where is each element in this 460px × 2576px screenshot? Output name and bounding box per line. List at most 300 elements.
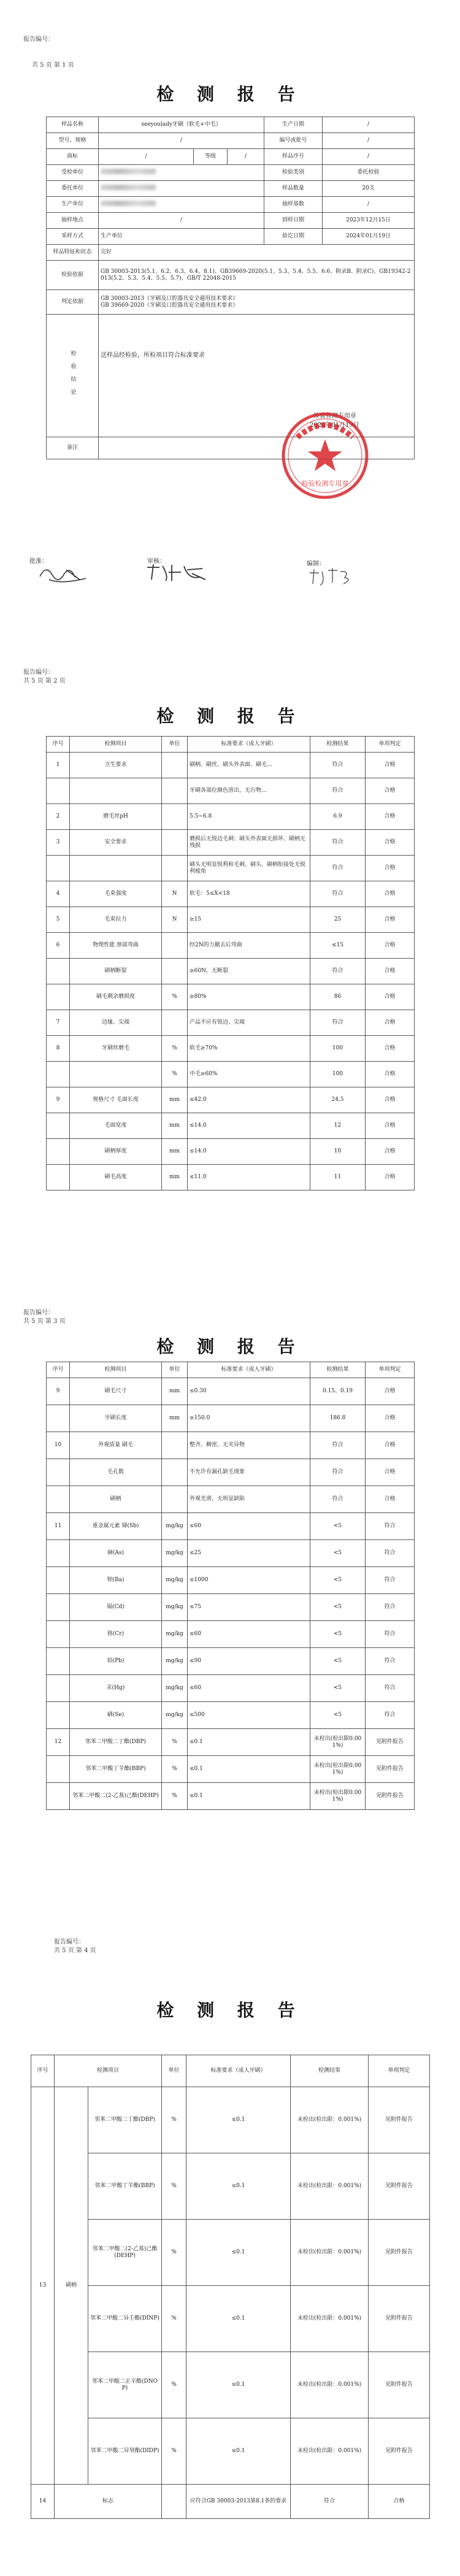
item-name — [70, 856, 162, 881]
result: <5 — [310, 1513, 366, 1540]
verdict: 见附件报告 — [369, 2220, 430, 2286]
result: 10 — [310, 1139, 366, 1165]
result: ≤15 — [310, 933, 366, 959]
requirement: 外观光滑，无明显缺陷 — [188, 1486, 310, 1513]
result: <5 — [310, 1648, 366, 1675]
item-name: 规格尺寸 毛面长度 — [70, 1087, 162, 1113]
item-name: 汞(Hg) — [70, 1675, 162, 1702]
unit: mm — [162, 1378, 188, 1405]
requirement: ≥15 — [188, 907, 310, 933]
maker-label: 编制： — [307, 561, 325, 567]
item-name: 刷柄 — [70, 1486, 162, 1513]
row-number — [47, 984, 70, 1010]
requirement: 刷头无明显锐利和毛刺、刷头、刷柄衔接处无锐利棱角 — [188, 856, 310, 881]
requirement: 软毛≥70% — [188, 1036, 310, 1062]
unit: % — [162, 1756, 188, 1783]
table-row — [47, 856, 415, 881]
verdict: 见附件报告 — [369, 2153, 430, 2220]
result: 未检出(检出限：0.001%) — [291, 2220, 369, 2286]
item-name: 卫生要求 — [70, 753, 162, 778]
table-row — [47, 1675, 415, 1702]
seal-text: 检验检测专用章 — [301, 480, 349, 488]
approver-label: 批准： — [29, 558, 48, 565]
table-row — [47, 933, 415, 959]
verdict: 见附件报告 — [369, 2418, 430, 2485]
requirement: ≤0.1 — [186, 2418, 291, 2485]
table-row — [47, 1513, 415, 1540]
verdict: 合格 — [366, 830, 415, 856]
requirement: ≤25 — [188, 1540, 310, 1567]
table-row — [31, 2220, 430, 2286]
result: 86 — [310, 984, 366, 1010]
column-header: 检测结果 — [310, 1362, 366, 1378]
requirement: 5.5~6.8 — [188, 804, 310, 830]
item-name: 钡(Ba) — [70, 1567, 162, 1594]
unit: N — [162, 881, 188, 907]
requirement: ≤11.0 — [188, 1165, 310, 1190]
table-row — [47, 1165, 415, 1190]
row-number — [47, 1113, 70, 1139]
verdict: 合格 — [366, 778, 415, 804]
verdict: 符合 — [366, 1540, 415, 1567]
item-name: 邻苯二甲酸二(2-乙基)己酯(DEHP) — [88, 2220, 162, 2286]
unit — [162, 1432, 188, 1459]
column-header: 检测项目 — [70, 1362, 162, 1378]
requirement: ≤60 — [188, 1621, 310, 1648]
row-number — [47, 1648, 70, 1675]
table-row — [47, 1486, 415, 1513]
row-number: 12 — [47, 1729, 70, 1756]
row-number — [47, 1756, 70, 1783]
result: <5 — [310, 1540, 366, 1567]
table-row — [47, 1729, 415, 1756]
unit — [162, 778, 188, 804]
row-number — [47, 778, 70, 804]
unit: % — [162, 2153, 186, 2220]
unit: mm — [162, 1165, 188, 1190]
table-row — [47, 1432, 415, 1459]
column-header: 标准要求（成人牙刷） — [186, 2055, 291, 2087]
unit: % — [162, 1062, 188, 1087]
requirement: ≤14.0 — [188, 1139, 310, 1165]
table-row — [31, 2418, 430, 2485]
requirement: ≤14.0 — [188, 1113, 310, 1139]
table-row — [47, 1648, 415, 1675]
item-name: 边缘、尖端 — [70, 1010, 162, 1036]
result: <5 — [310, 1594, 366, 1621]
report-number: 报告编号： — [23, 1309, 54, 1316]
item-name — [70, 1062, 162, 1087]
result: 25 — [310, 907, 366, 933]
row-number — [47, 1702, 70, 1729]
item-name: 刷毛尺寸 — [70, 1378, 162, 1405]
verdict: 合格 — [366, 881, 415, 907]
table-row — [31, 2153, 430, 2220]
unit: N — [162, 907, 188, 933]
item-name: 镉(Cd) — [70, 1594, 162, 1621]
row-number — [47, 1567, 70, 1594]
requirement: ≤0.30 — [188, 1378, 310, 1405]
redacted-client — [99, 165, 264, 181]
row-number: 10 — [47, 1432, 70, 1459]
column-header: 检测结果 — [291, 2055, 369, 2087]
verdict: 见附件报告 — [366, 1729, 415, 1756]
item-name — [70, 778, 162, 804]
inspection-table-page2 — [46, 736, 415, 1190]
row-number: 7 — [47, 1010, 70, 1036]
result: 符合 — [310, 881, 366, 907]
page-count: 共 5 页 第 4 页 — [54, 1947, 96, 1954]
table-row — [47, 830, 415, 856]
requirement: 产品不应有锐边、尖端 — [188, 1010, 310, 1036]
unit: % — [162, 2087, 186, 2153]
page-count: 共 5 页 第 3 页 — [23, 1318, 66, 1325]
table-row — [47, 1756, 415, 1783]
item-name: 毛束强度 — [70, 881, 162, 907]
row-number — [47, 1621, 70, 1648]
verdict: 合格 — [366, 1165, 415, 1190]
unit: mg/kg — [162, 1594, 188, 1621]
item-name: 刷柄厚度 — [70, 1139, 162, 1165]
table-row — [47, 907, 415, 933]
result: 100 — [310, 1036, 366, 1062]
verdict: 符合 — [366, 1702, 415, 1729]
requirement: 中毛≥60% — [188, 1062, 310, 1087]
verdict: 合格 — [366, 1486, 415, 1513]
table-row — [47, 1783, 415, 1810]
report-title: 检 测 报 告 — [156, 706, 304, 726]
result: <5 — [310, 1621, 366, 1648]
basis-text: GB 30003-2013(5.1、6.2、6.3、6.4、8.1)、GB39669-2020(5.1、5.3、5.4、5.5、6.6、附录B、附录C)、GB19342-2013(5.2、5.3、5.4、5.5、5.7)、GB/T 22048-2015 — [99, 261, 415, 290]
requirement: 不允许有漏孔缺毛现象 — [188, 1459, 310, 1486]
column-header: 检测结果 — [310, 737, 366, 753]
table-row — [47, 753, 415, 778]
row-number — [47, 1783, 70, 1810]
table-row — [31, 2286, 430, 2352]
item-name: 毛束拉力 — [70, 907, 162, 933]
requirement: ≥60N，无断裂 — [188, 959, 310, 984]
table-row — [31, 2352, 430, 2418]
result: <5 — [310, 1702, 366, 1729]
row-number — [47, 856, 70, 881]
item-name: 砷(As) — [70, 1540, 162, 1567]
result: 6.9 — [310, 804, 366, 830]
verdict: 见附件报告 — [369, 2286, 430, 2352]
result: 符合 — [291, 2485, 369, 2519]
table-row — [47, 1567, 415, 1594]
result: 未检出(检出限0.001%) — [310, 1729, 366, 1756]
verdict: 符合 — [366, 1567, 415, 1594]
verdict: 合格 — [366, 856, 415, 881]
row-number: 9 — [47, 1087, 70, 1113]
row-number: 1 — [47, 753, 70, 778]
requirement: ≤0.1 — [186, 2153, 291, 2220]
result: 符合 — [310, 1459, 366, 1486]
unit: mg/kg — [162, 1567, 188, 1594]
requirement: ≤75 — [188, 1594, 310, 1621]
conclusion-label: 检验结论 — [47, 315, 99, 437]
row-number — [47, 959, 70, 984]
item-name: 牙刷丝磨毛 — [70, 1036, 162, 1062]
unit: % — [162, 2418, 186, 2485]
item-name: 刷毛剩余磨损度 — [70, 984, 162, 1010]
unit: mm — [162, 1405, 188, 1432]
table-row — [47, 1062, 415, 1087]
reviewer-signature — [144, 561, 212, 586]
requirement: ≤0.1 — [186, 2286, 291, 2352]
row-number: 14 — [31, 2485, 55, 2519]
column-header: 单项判定 — [369, 2055, 430, 2087]
page-3 — [0, 1276, 460, 1889]
row-number — [47, 1139, 70, 1165]
unit: mg/kg — [162, 1621, 188, 1648]
redacted-client — [99, 181, 264, 197]
unit: mg/kg — [162, 1648, 188, 1675]
page-2 — [0, 638, 460, 1276]
requirement: 软毛：5≤X<18 — [188, 881, 310, 907]
verdict: 见附件报告 — [369, 2352, 430, 2418]
item-name: 硒(Se) — [70, 1702, 162, 1729]
requirement: ≤0.1 — [188, 1756, 310, 1783]
unit: % — [162, 1729, 188, 1756]
item-name: 标志 — [55, 2485, 162, 2519]
judge-text: GB 30003-2013《牙刷及口腔器具安全通用技术要求》 GB 39669-2020《牙刷及口腔器具安全通用技术要求》 — [99, 290, 415, 315]
item-name: 重金属元素 锑(Sb) — [70, 1513, 162, 1540]
item-name: 外观质量 刷毛 — [70, 1432, 162, 1459]
requirement: ≤60 — [188, 1675, 310, 1702]
requirement: 刷柄、刷丝、刷头外表面、刷毛... — [188, 753, 310, 778]
result: 0.15、0.19 — [310, 1378, 366, 1405]
report-title: 检 测 报 告 — [156, 84, 304, 104]
item-name: 安全要求 — [70, 830, 162, 856]
result: 未检出(检出限：0.001%) — [291, 2286, 369, 2352]
requirement: ≥150.0 — [188, 1405, 310, 1432]
conclusion-date: 2024年01月19日 — [310, 422, 359, 429]
unit — [162, 856, 188, 881]
item-name: 邻苯二甲酸二(2-乙基)己酯(DEHP) — [70, 1783, 162, 1810]
result: 未检出(检出限：0.001%) — [291, 2087, 369, 2153]
result: <5 — [310, 1567, 366, 1594]
table-row — [47, 1459, 415, 1486]
result: 12 — [310, 1113, 366, 1139]
item-name: 毛孔数 — [70, 1459, 162, 1486]
inspection-table-page4 — [31, 2055, 430, 2519]
verdict: 合格 — [366, 1010, 415, 1036]
verdict: 合格 — [369, 2485, 430, 2519]
column-header: 序号 — [31, 2055, 55, 2087]
verdict: 合格 — [366, 753, 415, 778]
result: 未检出(检出限0.001%) — [310, 1756, 366, 1783]
requirement: ≥80% — [188, 984, 310, 1010]
table-row — [47, 1087, 415, 1113]
row-number — [47, 1675, 70, 1702]
unit: mg/kg — [162, 1513, 188, 1540]
result: 未检出(检出限：0.001%) — [291, 2418, 369, 2485]
table-row — [47, 1113, 415, 1139]
result: 符合 — [310, 1486, 366, 1513]
table-row — [47, 881, 415, 907]
unit: mm — [162, 1113, 188, 1139]
row-number: 2 — [47, 804, 70, 830]
unit: % — [162, 2286, 186, 2352]
item-name: 磨毛丝pH — [70, 804, 162, 830]
sample-info-table: 样品名称 seeyoulady牙刷（软毛+中毛） 生产日期 / 型号、规格 / 编号或批号 / 商标 / 等级 / 样品序号 / 受检单位 检验类别 委托检验 委托单位 样品数量 20支 生产单位 抽样基数 / 抽样地点 / 到样日期 2023年12月15日 采样方式 生产单位 验讫日期 2024年01月19日 样品特征和状态 完好 检验依据 GB 30003-2013(5.1、6.2、6.3、6.4、8.1)、GB39669-2020(5.1、5.3、5.4、5.5、6.6、附录B、附录C)、GB19342-2013(5.2、5.3、5.4、5.5、5.7)、GB/T 22048-2015 判定依据 GB 30003-2013《牙刷及口腔器具安全通用技术要求》 GB 39669-2020《牙刷及口腔器具安全通用技术要求》 检验结论 送样品经检验，所检项目符合标准要求 检验检测专用章 2024年01月19日 备注 — [46, 117, 415, 459]
requirement: ≤1000 — [188, 1567, 310, 1594]
verdict: 见附件报告 — [369, 2087, 430, 2153]
verdict: 见附件报告 — [366, 1783, 415, 1810]
requirement: 牙刷各部位颜色溶出，无污物... — [188, 778, 310, 804]
inspection-table-page3 — [46, 1362, 415, 1810]
row-number: 8 — [47, 1036, 70, 1062]
verdict: 符合 — [366, 1621, 415, 1648]
result: 符合 — [310, 1432, 366, 1459]
result: 24.5 — [310, 1087, 366, 1113]
result: 符合 — [310, 1010, 366, 1036]
item-name: 邻苯二甲酸丁苄酯(BBP) — [70, 1756, 162, 1783]
verdict: 合格 — [366, 1087, 415, 1113]
table-row — [47, 1702, 415, 1729]
item-name: 邻苯二甲酸二丁酯(DBP) — [88, 2087, 162, 2153]
page-4 — [0, 1889, 460, 2576]
reviewer-label: 审核： — [147, 558, 166, 565]
redacted-manufacturer — [99, 197, 264, 213]
table-row — [47, 804, 415, 830]
table-row — [47, 959, 415, 984]
item-name: 邻苯二甲酸二异癸酯(DIDP) — [88, 2418, 162, 2485]
table-header — [47, 737, 415, 753]
requirement: ≤42.0 — [188, 1087, 310, 1113]
verdict: 符合 — [366, 1648, 415, 1675]
result: 186.8 — [310, 1405, 366, 1432]
verdict: 见附件报告 — [366, 1756, 415, 1783]
item-name: 铬(Cr) — [70, 1621, 162, 1648]
table-row — [47, 1139, 415, 1165]
column-header: 单位 — [162, 2055, 186, 2087]
result: <5 — [310, 1675, 366, 1702]
conclusion-stamp-label: 检验检测专用章 — [313, 413, 356, 420]
page-count: 共 5 页 第 1 页 — [32, 62, 74, 69]
unit — [162, 830, 188, 856]
result: 未检出(检出限0.001%) — [310, 1783, 366, 1810]
item-name: 邻苯二甲酸二丁酯(DBP) — [70, 1729, 162, 1756]
unit: % — [162, 1036, 188, 1062]
requirement: 经2N的力撤去后弯曲 — [188, 933, 310, 959]
table-row — [47, 1621, 415, 1648]
result: 符合 — [310, 778, 366, 804]
item-name: 刷柄断裂 — [70, 959, 162, 984]
unit: % — [162, 2352, 186, 2418]
row-number — [47, 1165, 70, 1190]
unit — [162, 1010, 188, 1036]
requirement: 整齐、稠密、无夹异物 — [188, 1432, 310, 1459]
result: 未检出(检出限：0.001%) — [291, 2153, 369, 2220]
table-row — [47, 1540, 415, 1567]
unit: % — [162, 984, 188, 1010]
requirement: ≤0.1 — [188, 1783, 310, 1810]
column-header: 检测项目 — [70, 737, 162, 753]
verdict: 合格 — [366, 933, 415, 959]
result: 符合 — [310, 753, 366, 778]
row-number: 13 — [31, 2087, 55, 2485]
unit — [162, 1486, 188, 1513]
report-number: 报告编号： — [54, 1939, 85, 1945]
item-name: 铅(Pb) — [70, 1648, 162, 1675]
approver-signature — [37, 561, 92, 586]
verdict: 合格 — [366, 1459, 415, 1486]
item-name: 邻苯二甲酸二异壬酯(DINP) — [88, 2286, 162, 2352]
table-row — [31, 2087, 430, 2153]
item-name: 刷毛高度 — [70, 1165, 162, 1190]
unit — [162, 2485, 186, 2519]
unit: mm — [162, 1087, 188, 1113]
unit — [162, 753, 188, 778]
column-header: 标准要求（成人牙刷） — [188, 1362, 310, 1378]
table-row — [47, 1010, 415, 1036]
column-header: 标准要求（成人牙刷） — [188, 737, 310, 753]
report-title: 检 测 报 告 — [156, 1336, 304, 1357]
verdict: 合格 — [366, 1378, 415, 1405]
inspection-seal — [279, 410, 371, 502]
requirement: ≤500 — [188, 1702, 310, 1729]
table-header — [31, 2055, 430, 2087]
page-count: 共 5 页 第 2 页 — [23, 678, 66, 684]
requirement: ≤0.1 — [186, 2220, 291, 2286]
row-number: 3 — [47, 830, 70, 856]
requirement: ≤0.1 — [186, 2352, 291, 2418]
column-header: 单项判定 — [366, 1362, 415, 1378]
unit: % — [162, 2220, 186, 2286]
requirement: ≤0.1 — [186, 2087, 291, 2153]
table-row — [47, 984, 415, 1010]
unit — [162, 1459, 188, 1486]
result: 100 — [310, 1062, 366, 1087]
report-number: 报告编号： — [23, 36, 54, 43]
item-name: 邻苯二甲酸二正辛酯(DNOP) — [88, 2352, 162, 2418]
column-header: 单位 — [162, 1362, 188, 1378]
verdict: 合格 — [366, 1062, 415, 1087]
unit — [162, 959, 188, 984]
conclusion-text: 送样品经检验，所检项目符合标准要求 — [101, 352, 205, 359]
item-name: 牙刷长度 — [70, 1405, 162, 1432]
item-name: 物理性能 颈部弯曲 — [70, 933, 162, 959]
report-number: 报告编号： — [23, 669, 54, 676]
result: 符合 — [310, 959, 366, 984]
row-number — [47, 1594, 70, 1621]
row-number — [47, 1540, 70, 1567]
row-number — [47, 1405, 70, 1432]
verdict: 合格 — [366, 804, 415, 830]
verdict: 符合 — [366, 1675, 415, 1702]
unit: mg/kg — [162, 1702, 188, 1729]
table-row — [47, 1036, 415, 1062]
unit: mg/kg — [162, 1675, 188, 1702]
row-number: 6 — [47, 933, 70, 959]
verdict: 合格 — [366, 1432, 415, 1459]
table-header — [47, 1362, 415, 1378]
column-header: 检测项目 — [55, 2055, 162, 2087]
result: 符合 — [310, 830, 366, 856]
page-1 — [0, 0, 460, 626]
verdict: 合格 — [366, 1405, 415, 1432]
table-row — [31, 2485, 430, 2519]
verdict: 合格 — [366, 1036, 415, 1062]
result: 符合 — [310, 856, 366, 881]
requirement: ≤0.1 — [188, 1729, 310, 1756]
requirement: ≤90 — [188, 1648, 310, 1675]
row-number: 11 — [47, 1513, 70, 1540]
maker-signature — [307, 565, 362, 590]
verdict: 合格 — [366, 984, 415, 1010]
